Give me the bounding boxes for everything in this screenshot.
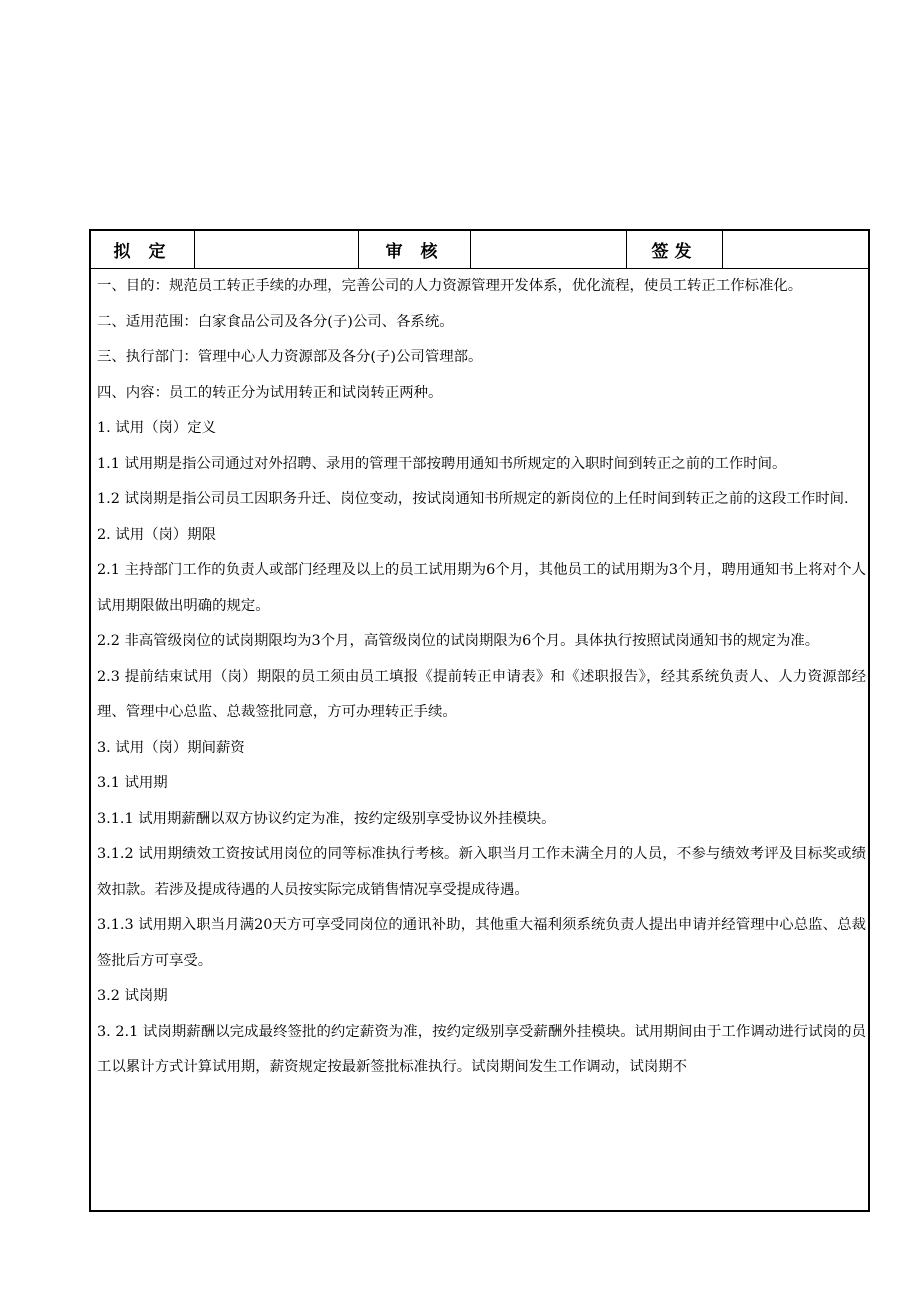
draft-label: 拟 定 [91,231,195,268]
paragraph: 一、目的：规范员工转正手续的办理，完善公司的人力资源管理开发体系，优化流程，使员工转正工作标准化。 [97,278,803,294]
paragraph: 二、适用范围：白家食品公司及各分(子)公司、各系统。 [97,313,454,330]
document-body [91,269,868,1086]
sign-label: 签发 [627,231,723,268]
document-frame [89,229,870,1212]
paragraph: 3. 2.1 试岗期薪酬以完成最终签批的约定薪资为准，按约定级别享受薪酬外挂模块。试用期间由于工作调动进行试岗的员工以累计方式计算试用期，薪资规定按最新签批标准执行。试岗期间发生工作调动，试岗期不 [97,1023,866,1075]
paragraph: 1.2 试岗期是指公司员工因职务升迁、岗位变动，按试岗通知书所规定的新岗位的上任时间到转正之前的这段工作时间. [97,491,849,507]
paragraph: 3.1 试用期 [97,775,168,791]
review-label: 审 核 [359,231,471,268]
paragraph: 2.2 非高管级岗位的试岗期限均为3个月，高管级岗位的试岗期限为6个月。具体执行按照试岗通知书的规定为准。 [97,633,820,649]
paragraph: 2. 试用（岗）期限 [97,526,217,543]
paragraph: 1. 试用（岗）定义 [97,420,217,436]
paragraph: 四、内容：员工的转正分为试用转正和试岗转正两种。 [97,384,443,401]
paragraph: 2.1 主持部门工作的负责人或部门经理及以上的员工试用期为6个月，其他员工的试用期为3个月，聘用通知书上将对个人试用期限做出明确的规定。 [97,562,866,614]
paragraph: 1.1 试用期是指公司通过对外招聘、录用的管理干部按聘用通知书所规定的入职时间到转正之前的工作时间。 [97,455,787,472]
paragraph: 三、执行部门：管理中心人力资源部及各分(子)公司管理部。 [97,349,483,365]
paragraph: 3.1.3 试用期入职当月满20天方可享受同岗位的通讯补助，其他重大福利须系统负责人提出申请并经管理中心总监、总裁签批后方可享受。 [97,917,866,969]
paragraph: 3. 试用（岗）期间薪资 [97,739,245,756]
paragraph: 2.3 提前结束试用（岗）期限的员工须由员工填报《提前转正申请表》和《述职报告》，经其系统负责人、人力资源部经理、管理中心总监、总裁签批同意，方可办理转正手续。 [97,668,866,720]
review-field[interactable] [471,231,627,268]
paragraph: 3.1.2 试用期绩效工资按试用岗位的同等标准执行考核。新入职当月工作未满全月的人员，不参与绩效考评及目标奖或绩效扣款。若涉及提成待遇的人员按实际完成销售情况享受提成待遇。 [97,846,866,898]
approval-header-row [91,231,868,269]
draft-field[interactable] [195,231,359,268]
paragraph: 3.1.1 试用期薪酬以双方协议约定为准，按约定级别享受协议外挂模块。 [97,810,556,827]
sign-field[interactable] [723,231,868,268]
paragraph: 3.2 试岗期 [97,988,168,1004]
